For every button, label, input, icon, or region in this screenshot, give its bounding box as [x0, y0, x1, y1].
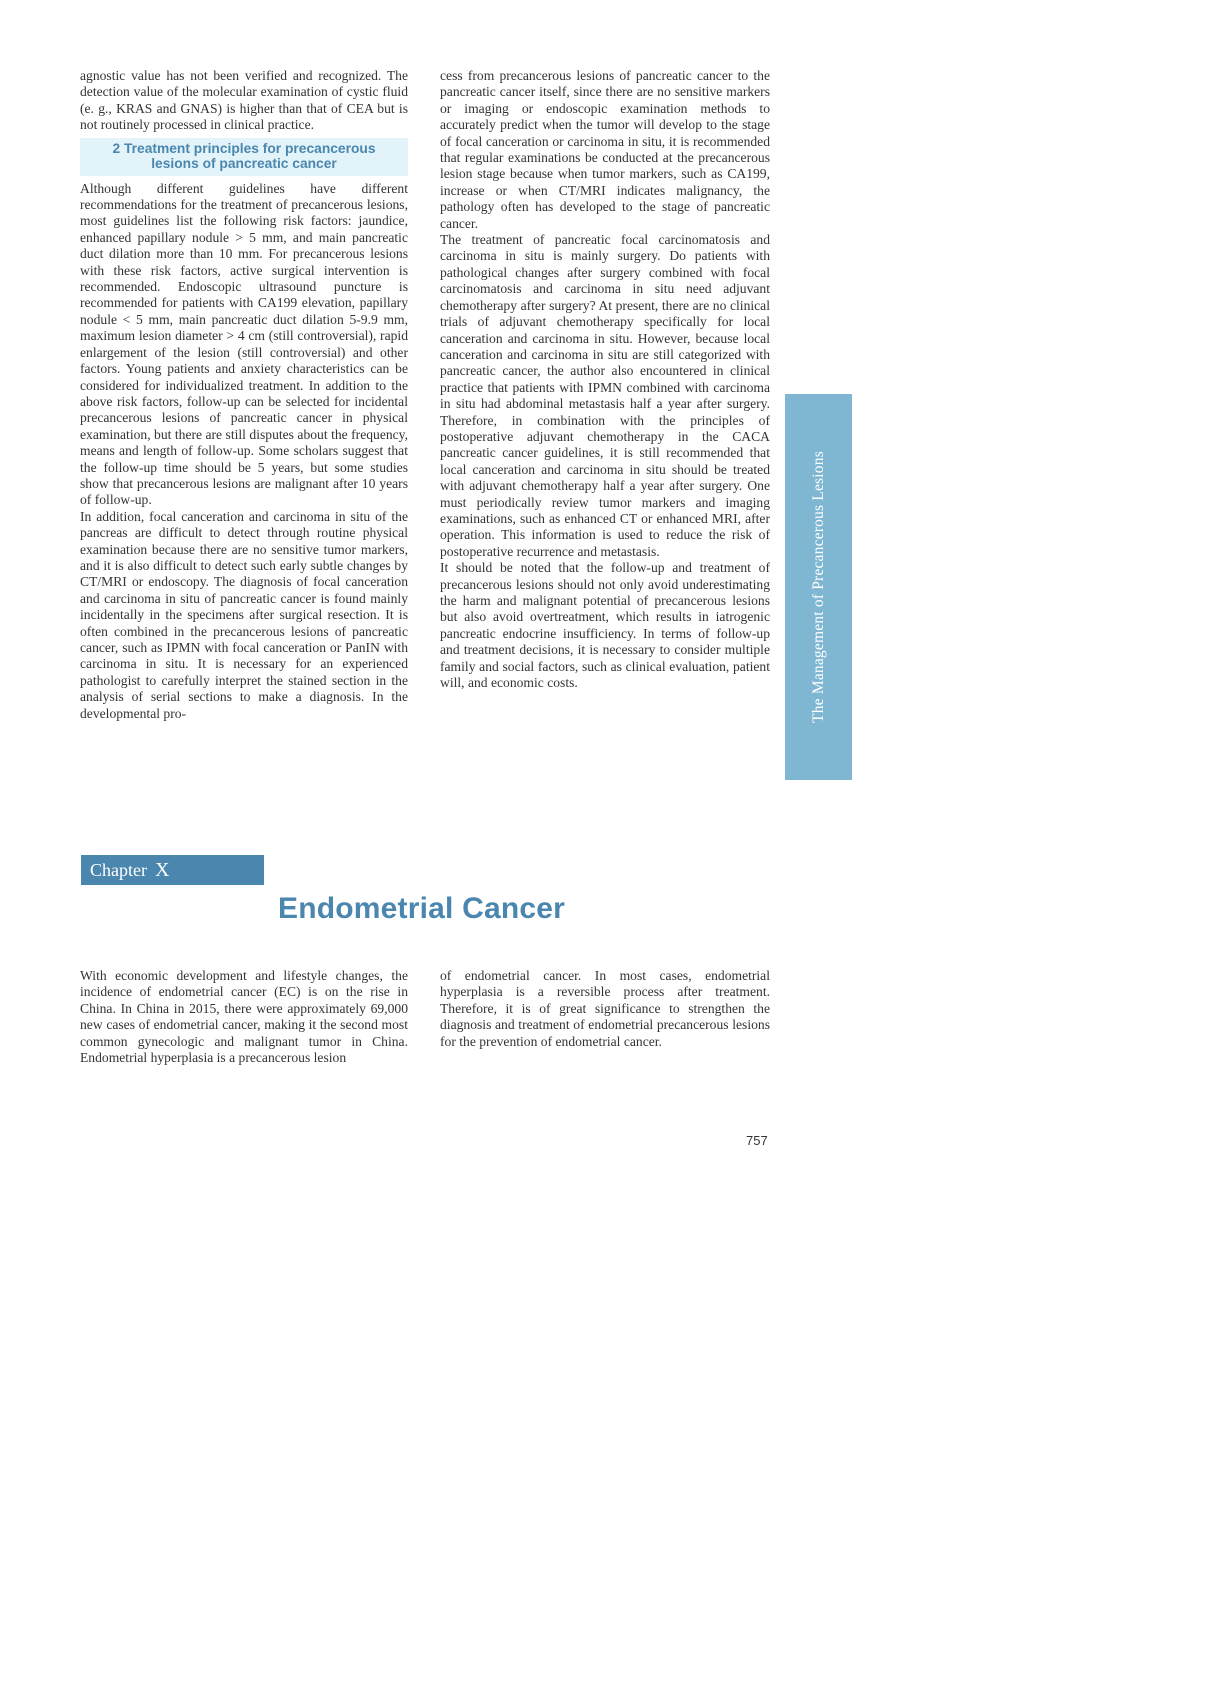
- right-paragraph-2: The treatment of pancreatic focal carcinomatosis and carcinoma in situ is mainly surgery. Do patients with pathological changes after surgery combined with focal carcinomatosis and carcinoma in situ need adjuvant chemotherapy after surgery? At present, there are no clinical trials of adjuvant chemotherapy specifically for local canceration and carcinoma in situ. However, because local canceration and carcinoma in situ are still categorized with pancreatic cancer, the author also encountered in clinical practice that patients with IPMN combined with carcinoma in situ had abdominal metastasis half a year after surgery. Therefore, in combination with the principles of postoperative adjuvant chemotherapy in the CACA pancreatic cancer guidelines, it is still recommended that local canceration and carcinoma in situ should be treated with adjuvant chemotherapy half a year after surgery. One must periodically review tumor markers and imaging examinations, such as enhanced CT or enhanced MRI, after operation. This information is used to reduce the risk of postoperative recurrence and metastasis.: [440, 232, 770, 559]
- right-column-bottom: [440, 968, 770, 1050]
- section-heading-line-2: lesions of pancreatic cancer: [151, 156, 337, 172]
- left-column-bottom: [80, 968, 408, 1066]
- left-intro-paragraph: agnostic value has not been verified and recognized. The detection value of the molecular examination of cystic fluid (e. g., KRAS and GNAS) is higher than that of CEA but is not routinely processed in clinical practice.: [80, 68, 408, 133]
- right-paragraph-3: It should be noted that the follow-up and treatment of precancerous lesions should not only avoid underestimating the harm and malignant potential of precancerous lesions but also avoid overtreatment, which results in iatrogenic pancreatic endocrine insufficiency. In terms of follow-up and treatment decisions, it is necessary to consider multiple family and social factors, such as clinical evaluation, patient will, and economic costs.: [440, 560, 770, 691]
- chapter-label: Chapter: [90, 860, 147, 880]
- chapter-number: X: [154, 859, 170, 881]
- right-column-top: [440, 68, 770, 691]
- left-column-top: [80, 68, 408, 722]
- left-paragraph-1: Although different guidelines have different recommendations for the treatment of precancerous lesions, most guidelines list the following risk factors: jaundice, enhanced papillary nodule > 5 mm, and main pancreatic duct dilation more than 10 mm. For precancerous lesions with these risk factors, active surgical intervention is recommended. Endoscopic ultrasound puncture is recommended for patients with CA199 elevation, papillary nodule < 5 mm, main pancreatic duct dilation 5-9.9 mm, maximum lesion diameter > 4 cm (still controversial), rapid enlargement of the lesion (still controversial) and other factors. Young patients and anxiety characteristics can be considered for individualized treatment. In addition to the above risk factors, follow-up can be selected for incidental precancerous lesions of pancreatic cancer in physical examination, but there are still disputes about the frequency, means and length of follow-up. Some scholars suggest that the follow-up time should be 5 years, but some studies show that precancerous lesions are malignant after 10 years of follow-up.: [80, 180, 408, 508]
- chapter-intro-left: With economic development and lifestyle changes, the incidence of endometrial cancer (EC) is on the rise in China. In China in 2015, there were approximately 69,000 new cases of endometrial cancer, making it the second most common gynecologic and malignant tumor in China. Endometrial hyperplasia is a precancerous lesion: [80, 968, 408, 1066]
- chapter-title: Endometrial Cancer: [278, 892, 566, 925]
- right-paragraph-1: cess from precancerous lesions of pancreatic cancer to the pancreatic cancer itself, since there are no sensitive markers or imaging or endoscopic examination methods to accurately predict when the tumor will develop to the stage of focal canceration or carcinoma in situ, it is recommended that regular examinations be conducted at the precancerous lesion stage because when tumor markers, such as CA199, increase or when CT/MRI indicates malignancy, the pathology often has developed to the stage of pancreatic cancer.: [440, 68, 770, 231]
- section-heading: [80, 138, 408, 176]
- section-heading-line-1: 2 Treatment principles for precancerous: [112, 140, 376, 156]
- side-tab: [785, 394, 852, 780]
- side-tab-label: The Management of Precancerous Lesions: [809, 451, 827, 723]
- page-number: 757: [746, 1133, 768, 1148]
- left-paragraph-2: In addition, focal canceration and carcinoma in situ of the pancreas are difficult to detect through routine physical examination because there are no sensitive tumor markers, and it is also difficult to detect such early subtle changes by CT/MRI or endoscopy. The diagnosis of focal canceration and carcinoma in situ of pancreatic cancer is found mainly incidentally in the specimens after surgical resection. It is often combined in the precancerous lesions of pancreatic cancer, such as IPMN with focal canceration or PanIN with carcinoma in situ. It is necessary for an experienced pathologist to carefully interpret the stained section in the analysis of serial sections to make a diagnosis. In the developmental pro-: [80, 508, 408, 721]
- chapter-bar: [81, 855, 264, 885]
- chapter-intro-right: of endometrial cancer. In most cases, endometrial hyperplasia is a reversible process after treatment. Therefore, it is of great significance to strengthen the diagnosis and treatment of endometrial precancerous lesions for the prevention of endometrial cancer.: [440, 968, 770, 1049]
